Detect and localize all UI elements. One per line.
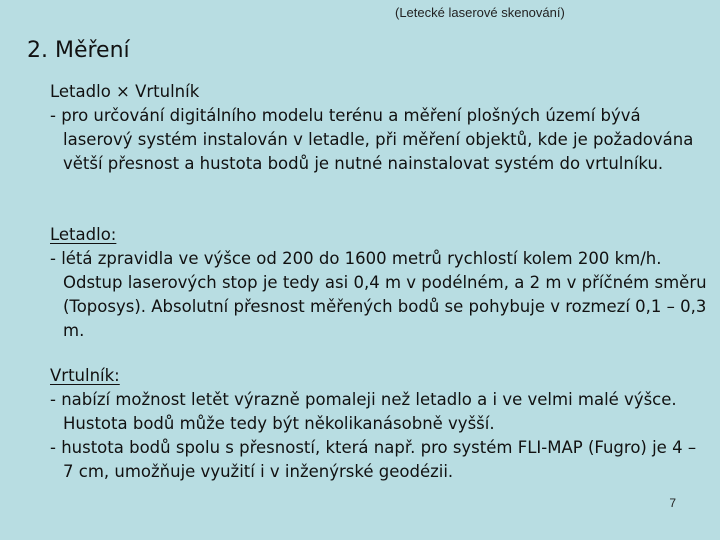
vrtulnik-heading: Vrtulník: (50, 366, 120, 385)
header-note: (Letecké laserové skenování) (395, 5, 565, 20)
vrtulnik-item: - nabízí možnost letět výrazně pomaleji než letadlo a i ve velmi malé výšce. Hustota bodů může tedy být několikanásobně vyšší. (50, 390, 677, 433)
intro-heading: Letadlo × Vrtulník (50, 82, 200, 101)
page-number: 7 (669, 496, 676, 510)
letadlo-heading: Letadlo: (50, 225, 117, 244)
slide-title: 2. Měření (27, 38, 130, 63)
letadlo-section (50, 223, 710, 343)
vrtulnik-section (50, 364, 710, 484)
slide-content (50, 80, 710, 481)
intro-section (50, 80, 710, 176)
vrtulnik-item: - hustota bodů spolu s přesností, která např. pro systém FLI-MAP (Fugro) je 4 – 7 cm, umožňuje využití i v inženýrské geodézii. (50, 438, 697, 481)
intro-item: - pro určování digitálního modelu terénu a měření plošných území bývá laserový systém instalován v letadle, při měření objektů, kde je požadována větší přesnost a hustota bodů je nutné nainstalovat systém do vrtulníku. (50, 106, 694, 173)
letadlo-item: - létá zpravidla ve výšce od 200 do 1600 metrů rychlostí kolem 200 km/h. Odstup laserových stop je tedy asi 0,4 m v podélném, a 2 m v příčném směru (Toposys). Absolutní přesnost měřených bodů se pohybuje v rozmezí 0,1 – 0,3 m. (50, 249, 707, 340)
